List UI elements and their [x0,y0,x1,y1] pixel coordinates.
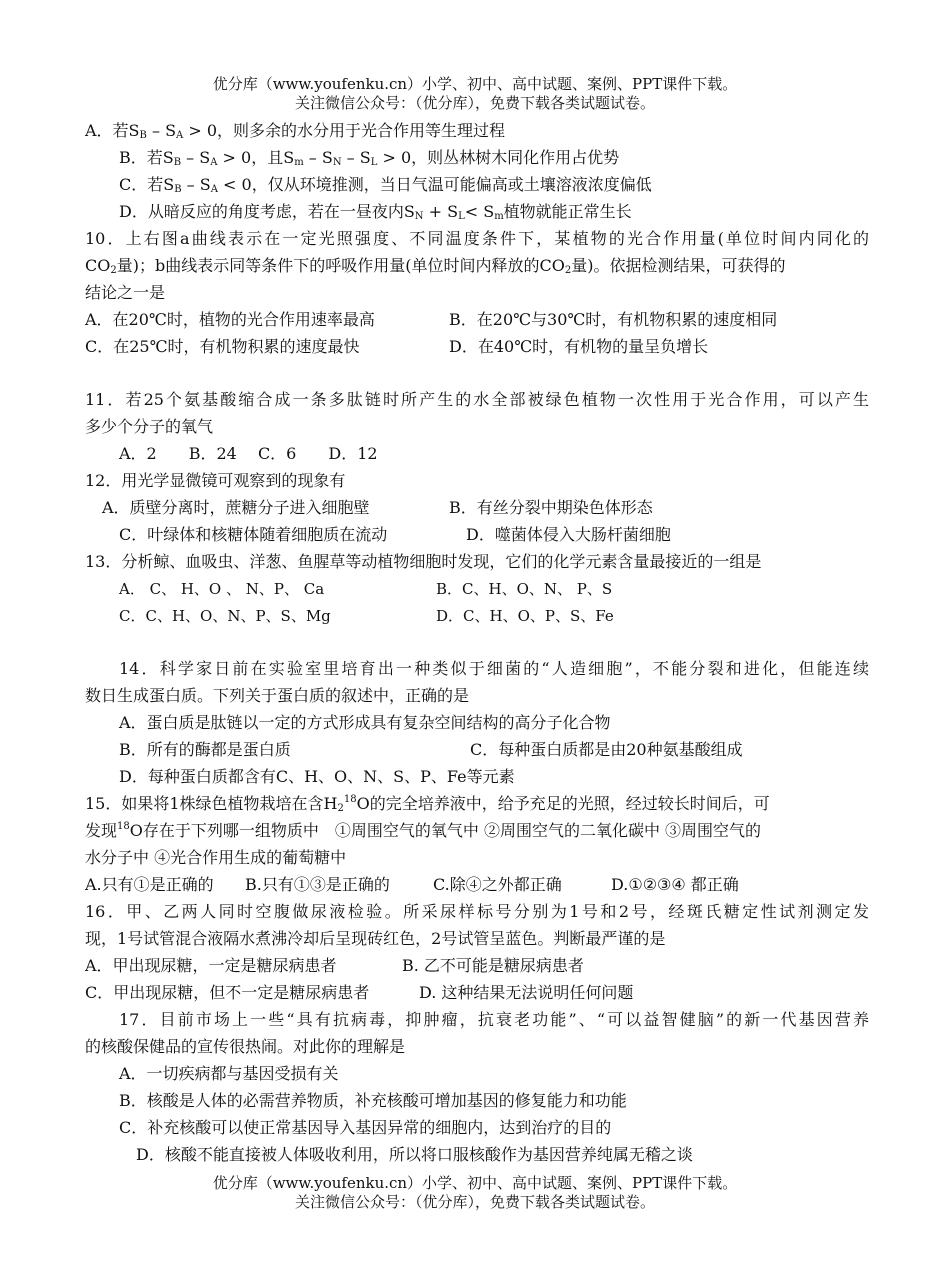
q14-option-d: D．每种蛋白质都含有C、H、O、N、S、P、Fe等元素 [119,767,515,786]
q10-option-c: C．在25℃时，有机物积累的速度最快 [85,337,360,356]
q10-option-d: D．在40℃时，有机物的量呈负增长 [449,337,709,356]
q10-option-a: A．在20℃时，植物的光合作用速率最高 [85,310,375,329]
q12-stem: 12．用光学显微镜可观察到的现象有 [85,471,346,490]
header-line-1: 优分库（www.youfenku.cn）小学、初中、高中试题、案例、PPT课件下载。 [212,75,738,93]
q11-stem-line-1: 11．若25个氨基酸缩合成一条多肽链时所产生的水全部被绿色植物一次性用于光合作用，可以产生 [85,390,869,409]
q17-stem-line-2: 的核酸保健品的宣传很热闹。对此你的理解是 [85,1037,406,1056]
q16-option-d: D. 这种结果无法说明任何问题 [419,983,634,1002]
q16-option-b: B. 乙不可能是糖尿病患者 [402,956,584,975]
q11-stem-line-2: 多少个分子的氧气 [85,417,214,436]
q16-option-a: A．甲出现尿糖，一定是糖尿病患者 [85,956,337,975]
footer-line-2: 关注微信公众号：（优分库），免费下载各类试题试卷。 [294,1193,655,1211]
q15-stem-line-3: 水分子中 ④光合作用生成的葡萄糖中 [85,848,347,867]
q15-option-c: C.除④之外都正确 [433,875,562,894]
q9-option-d: D．从暗反应的角度考虑，若在一昼夜内$S_N + S_L< S_m$植物就能正常生长 [119,202,632,222]
q17-option-a: A．一切疾病都与基因受损有关 [119,1064,339,1083]
q10-stem-line-3: 结论之一是 [85,283,166,302]
q16-stem-line-2: 现，1号试管混合液隔水煮沸冷却后呈现砖红色，2号试管呈蓝色。判断最严谨的是 [85,929,666,948]
q15-option-d: D.①②③④ 都正确 [611,875,739,894]
q10-stem-line-1: 10．上右图a曲线表示在一定光照强度、不同温度条件下，某植物的光合作用量(单位时间内同化的 [85,229,869,248]
q13-option-a: A． C、 H、O 、 N、P、 Ca [119,580,325,598]
q13-stem: 13．分析鲸、血吸虫、洋葱、鱼腥草等动植物细胞时发现，它们的化学元素含量最接近的一组是 [85,552,762,571]
q15-option-a: A.只有①是正确的 [85,875,214,894]
q9-option-b: B．若$S_B - S_A > 0$，且$S_m - S_N - S_L > 0$，则丛林树木同化作用占优势 [119,148,620,168]
q14-stem-line-2: 数日生成蛋白质。下列关于蛋白质的叙述中，正确的是 [85,686,470,705]
q9-option-c: C．若$S_B - S_A < 0$，仅从环境推测，当日气温可能偏高或土壤溶液浓度偏低 [119,175,652,195]
q17-stem-line-1: 17．目前市场上一些“具有抗病毒，抑肿瘤，抗衰老功能”、“可以益智健脑”的新一代基因营养 [119,1010,869,1029]
q16-option-c: C．甲出现尿糖，但不一定是糖尿病患者 [85,983,370,1002]
q10-stem-line-2: $CO_2$量)；b曲线表示同等条件下的呼吸作用量(单位时间内释放的$CO_2$量)。依据检测结果，可获得的 [85,256,786,276]
q15-options [85,873,739,897]
q12-option-d: D．噬菌体侵入大肠杆菌细胞 [466,525,671,544]
footer-line-1: 优分库（www.youfenku.cn）小学、初中、高中试题、案例、PPT课件下载。 [212,1174,738,1192]
q17-option-b: B．核酸是人体的必需营养物质，补充核酸可增加基因的修复能力和功能 [119,1091,627,1110]
q11-options: A．2 B．24 C．6 D．12 [119,444,378,463]
q13-option-d: D．C、H、O、P、S、Fe [436,607,614,625]
q16-stem-line-1: 16．甲、乙两人同时空腹做尿液检验。所采尿样标号分别为1号和2号，经斑氏糖定性试剂测定发 [85,902,869,921]
q13-option-c: C．C、H、O、N、P、S、Mg [119,607,331,625]
q17-option-c: C．补充核酸可以使正常基因导入基因异常的细胞内，达到治疗的目的 [119,1118,612,1137]
header-line-2: 关注微信公众号：（优分库），免费下载各类试题试卷。 [294,94,655,112]
q13-option-b: B．C、H、O、N、 P、S [436,580,613,598]
q10-option-b: B．在20℃与30℃时，有机物积累的速度相同 [449,310,778,329]
q12-option-b: B．有丝分裂中期染色体形态 [449,498,653,517]
q15-stem-line-2: 发现$^{18}$O存在于下列哪一组物质中 ①周围空气的氧气中 ②周围空气的二氧化碳中 ③周围空气的 [85,821,762,840]
q14-option-a: A．蛋白质是肽链以一定的方式形成具有复杂空间结构的高分子化合物 [119,713,611,732]
q14-option-b: B．所有的酶都是蛋白质 [119,740,291,759]
q14-option-c: C．每种蛋白质都是由20种氨基酸组成 [470,740,743,759]
q12-option-c: C．叶绿体和核糖体随着细胞质在流动 [119,525,388,544]
q17-option-d: D．核酸不能直接被人体吸收利用，所以将口服核酸作为基因营养纯属无稽之谈 [136,1145,693,1164]
q12-option-a: A．质壁分离时，蔗糖分子进入细胞壁 [102,498,370,517]
q15-option-b: B.只有①③是正确的 [245,875,390,894]
q9-option-a: A．若$S_B - S_A > 0$，则多余的水分用于光合作用等生理过程 [85,121,506,141]
q15-stem-line-1: 15．如果将1株绿色植物栽培在含$H_2^{18}O$的完全培养液中，给予充足的光照，经过较长时间后，可 [85,794,770,814]
q14-stem-line-1: 14．科学家日前在实验室里培育出一种类似于细菌的“人造细胞”，不能分裂和进化，但能连续 [119,659,869,678]
